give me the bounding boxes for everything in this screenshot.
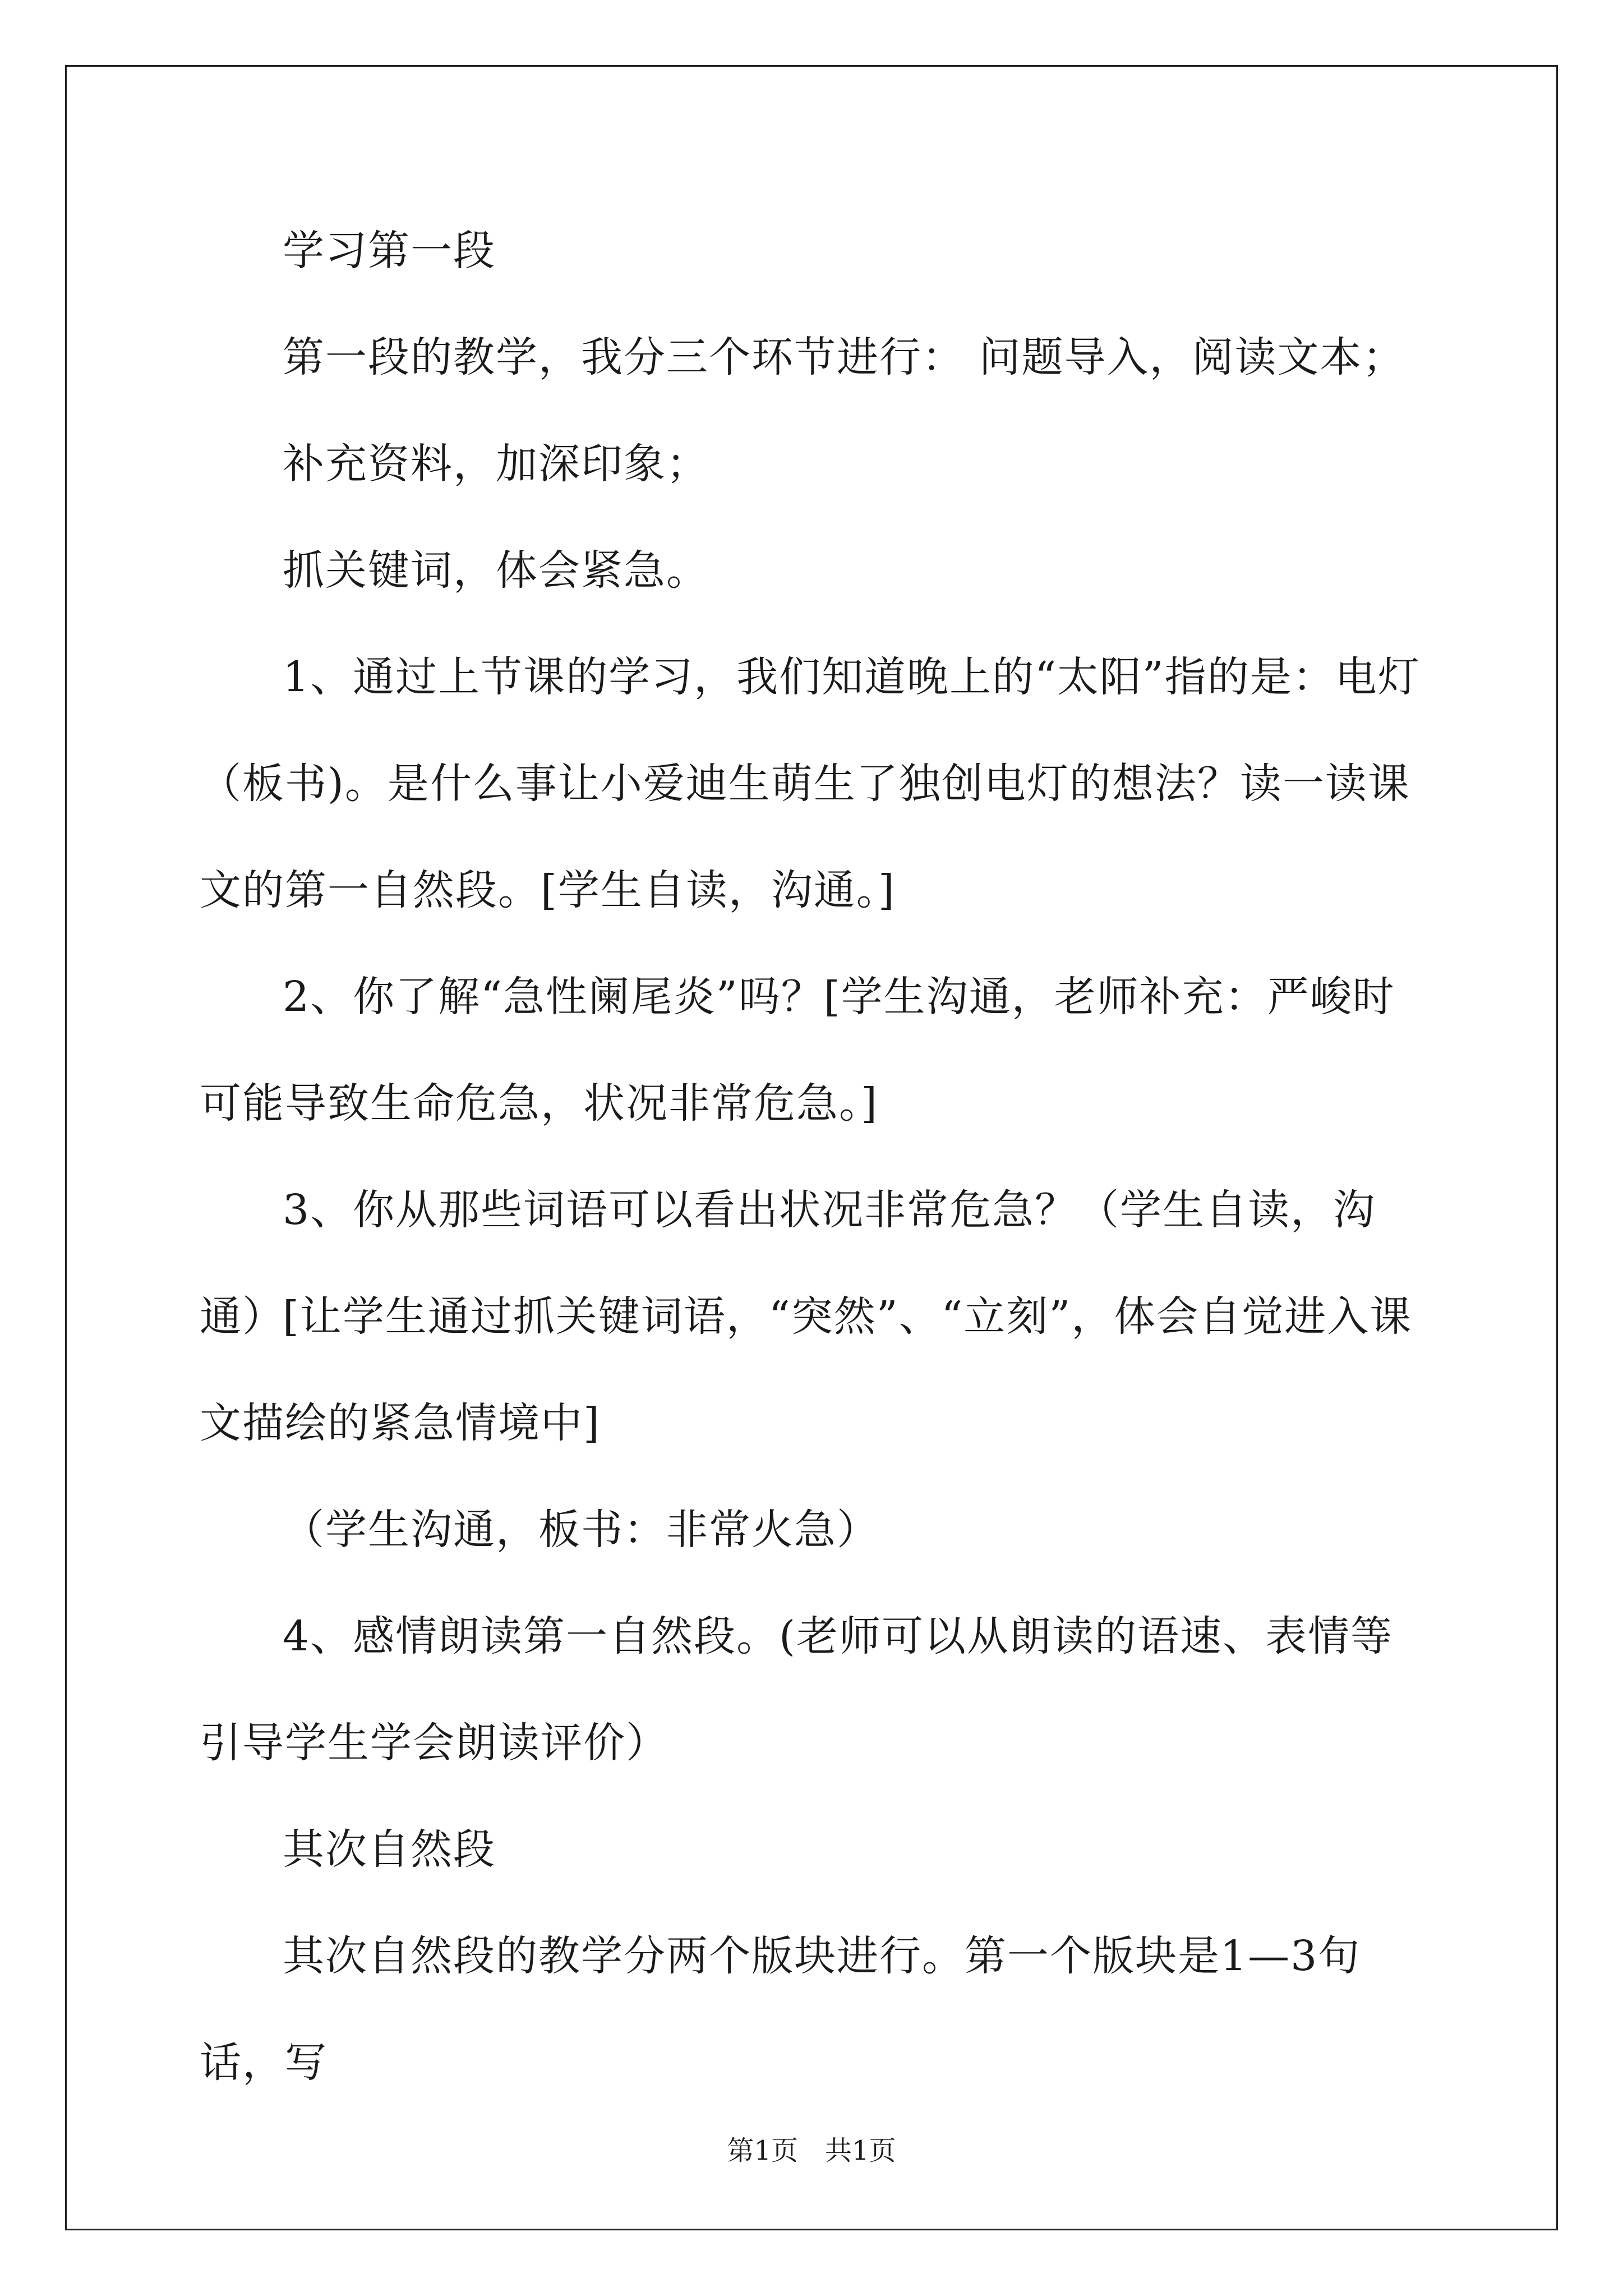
paragraph-item-4: 4、感情朗读第一自然段。(老师可以从朗读的语速、表情等引导学生学会朗读评价）	[200, 1612, 1393, 1767]
heading-section-two: 其次自然段	[283, 1825, 496, 1874]
paragraph-item-2: 2、你了解“急性阑尾炎”吗？[学生沟通，老师补充：严峻时可能导致生命危急，状况非常危急。]	[200, 973, 1395, 1128]
paragraph-board: （学生沟通，板书：非常火急）	[283, 1506, 879, 1554]
paragraph: 补充资料，加深印象；	[283, 440, 709, 488]
page-footer: 第1页 共1页	[727, 2135, 896, 2166]
paragraph: 其次自然段的教学分两个版块进行。第一个版块是1—3句话，写	[200, 1932, 1361, 2087]
paragraph-item-1: 1、通过上节课的学习，我们知道晚上的“太阳”指的是：电灯（板书)。是什么事让小爱迪生萌生了独创电灯的想法？读一读课文的第一自然段。[学生自读，沟通。]	[200, 653, 1421, 914]
heading-section-one: 学习第一段	[283, 227, 496, 275]
paragraph-item-3: 3、你从那些词语可以看出状况非常危急？（学生自读，沟通）	[200, 1186, 1376, 1341]
paragraph-note: [让学生通过抓关键词语，“突然”、“立刻”，体会自觉进入课文描绘的紧急情境中]	[200, 1292, 1413, 1447]
paragraph: 抓关键词，体会紧急。	[283, 546, 709, 595]
paragraph: 第一段的教学，我分三个环节进行： 问题导入，阅读文本；	[283, 333, 1405, 381]
